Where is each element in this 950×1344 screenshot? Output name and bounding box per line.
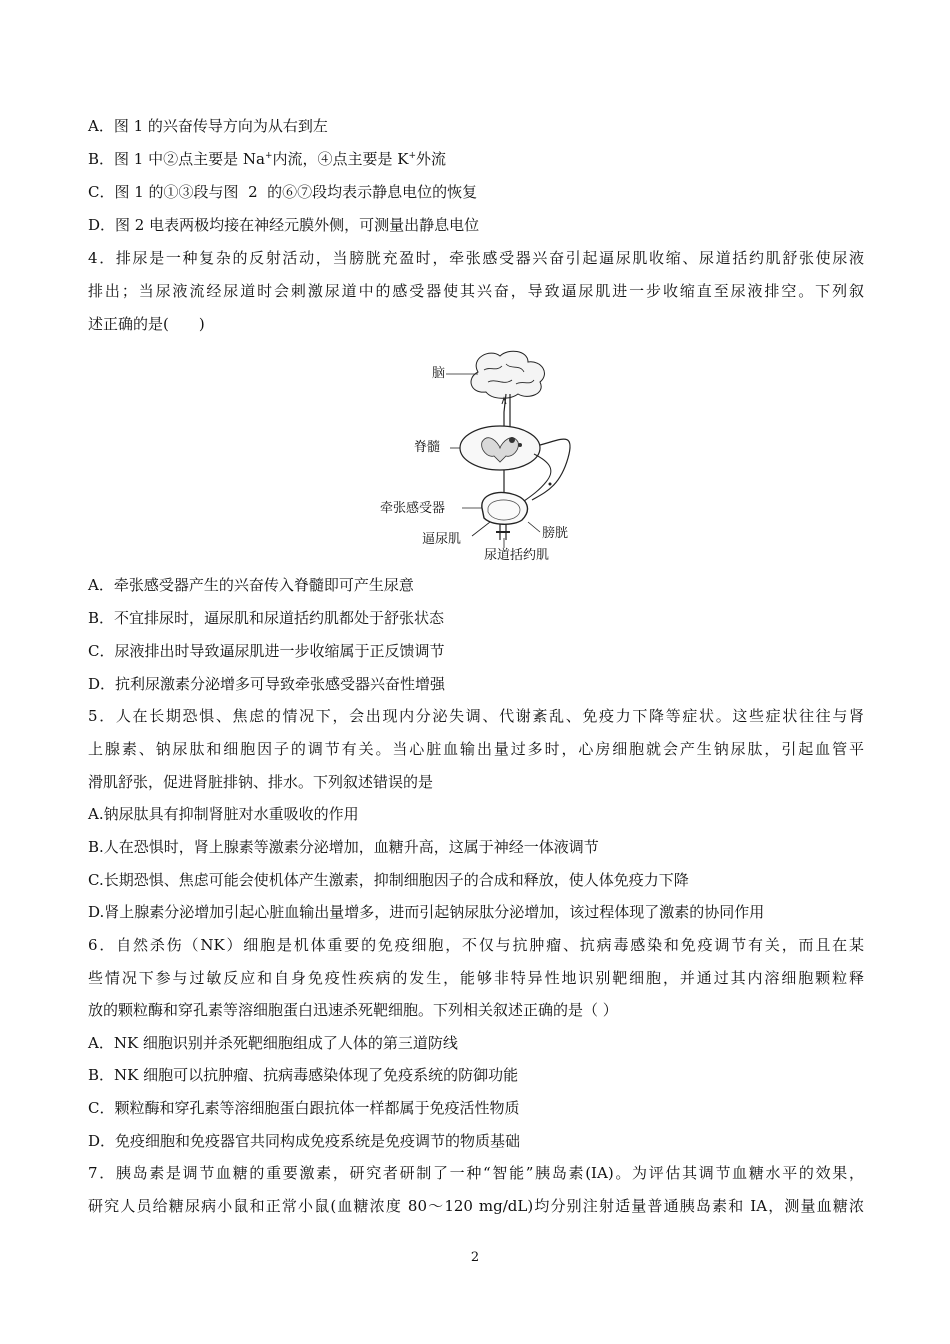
- q3-option-b-text3: 外流: [416, 150, 447, 168]
- brain-drawing: [471, 351, 544, 398]
- q5-option-b: B.人在恐惧时，肾上腺素等激素分泌增加，血糖升高，这属于神经一体液调节: [88, 838, 599, 856]
- q3-option-b-sup2: +: [408, 151, 417, 161]
- q5-stem-line3: 滑肌舒张，促进肾脏排钠、排水。下列叙述错误的是: [88, 773, 434, 791]
- q4-stem-line3: 述正确的是( ): [88, 315, 205, 333]
- q3-option-c: C．图 1 的①③段与图 2 的⑥⑦段均表示静息电位的恢复: [88, 183, 478, 201]
- q6-option-a: A．NK 细胞识别并杀死靶细胞组成了人体的第三道防线: [88, 1034, 458, 1052]
- spinal-cord-drawing: [460, 426, 540, 470]
- q3-option-b-sup1: +: [264, 151, 273, 161]
- q5-option-a: A.钠尿肽具有抑制肾脏对水重吸收的作用: [88, 805, 359, 823]
- label-bladder: 膀胱: [542, 526, 569, 541]
- bladder-drawing: [482, 493, 528, 540]
- label-spinal-cord: 脊髓: [414, 440, 441, 455]
- q4-stem-line2: 排出；当尿液流经尿道时会刺激尿道中的感受器使其兴奋，导致逼尿肌进一步收缩直至尿液排空。下列叙: [88, 282, 864, 300]
- q5-option-d: D.肾上腺素分泌增加引起心脏血输出量增多，进而引起钠尿肽分泌增加，该过程体现了激素的协同作用: [88, 903, 765, 921]
- label-detrusor: 逼尿肌: [422, 532, 462, 547]
- q7-stem-line1: 7．胰岛素是调节血糖的重要激素，研究者研制了一种“智能”胰岛素(IA)。为评估其调节血糖水平的效果，: [88, 1164, 864, 1182]
- q4-option-c: C．尿液排出时导致逼尿肌进一步收缩属于正反馈调节: [88, 642, 445, 660]
- q5-stem-line2: 上腺素、钠尿肽和细胞因子的调节有关。当心脏血输出量过多时，心房细胞就会产生钠尿肽，引起血管平: [88, 740, 864, 758]
- q4-option-b: B．不宜排尿时，逼尿肌和尿道括约肌都处于舒张状态: [88, 609, 445, 627]
- q6-stem-line1: 6．自然杀伤（NK）细胞是机体重要的免疫细胞，不仅与抗肿瘤、抗病毒感染和免疫调节有关，而且在某: [88, 936, 864, 954]
- q5-option-c: C.长期恐惧、焦虑可能会使机体产生激素，抑制细胞因子的合成和释放，使人体免疫力下降: [88, 871, 689, 889]
- q7-stem-line2: 研究人员给糖尿病小鼠和正常小鼠(血糖浓度 80～120 mg/dL)均分别注射适量普通胰岛素和 IA，测量血糖浓: [88, 1197, 864, 1215]
- q5-stem-line1: 5．人在长期恐惧、焦虑的情况下，会出现内分泌失调、代谢紊乱、免疫力下降等症状。这些症状往往与肾: [88, 707, 864, 725]
- q3-option-b: [88, 150, 446, 168]
- micturition-reflex-figure: [380, 350, 600, 565]
- q3-option-d: D．图 2 电表两极均接在神经元膜外侧，可测量出静息电位: [88, 216, 480, 234]
- label-stretch-receptor: 牵张感受器: [380, 501, 446, 516]
- q6-stem-line3: 放的颗粒酶和穿孔素等溶细胞蛋白迅速杀死靶细胞。下列相关叙述正确的是（ ）: [88, 1001, 618, 1019]
- q3-option-b-text2: 内流，④点主要是 K: [272, 150, 409, 168]
- q4-stem-line1: 4．排尿是一种复杂的反射活动，当膀胱充盈时，牵张感受器兴奋引起逼尿肌收缩、尿道括约肌舒张使尿液: [88, 249, 864, 267]
- q6-option-b: B．NK 细胞可以抗肿瘤、抗病毒感染体现了免疫系统的防御功能: [88, 1066, 519, 1084]
- q4-option-d: D．抗利尿激素分泌增多可导致牵张感受器兴奋性增强: [88, 675, 446, 693]
- page-number: 2: [470, 1250, 480, 1265]
- q3-option-a: A．图 1 的兴奋传导方向为从右到左: [88, 117, 328, 135]
- q6-option-c: C．颗粒酶和穿孔素等溶细胞蛋白跟抗体一样都属于免疫活性物质: [88, 1099, 520, 1117]
- q6-option-d: D．免疫细胞和免疫器官共同构成免疫系统是免疫调节的物质基础: [88, 1132, 521, 1150]
- label-brain: 脑: [432, 366, 446, 381]
- label-sphincter: 尿道括约肌: [484, 548, 550, 563]
- q6-stem-line2: 些情况下参与过敏反应和自身免疫性疾病的发生，能够非特异性地识别靶细胞，并通过其内溶细胞颗粒释: [88, 969, 864, 987]
- q4-option-a: A．牵张感受器产生的兴奋传入脊髓即可产生尿意: [88, 576, 414, 594]
- q3-option-b-text1: B．图 1 中②点主要是 Na: [88, 150, 265, 168]
